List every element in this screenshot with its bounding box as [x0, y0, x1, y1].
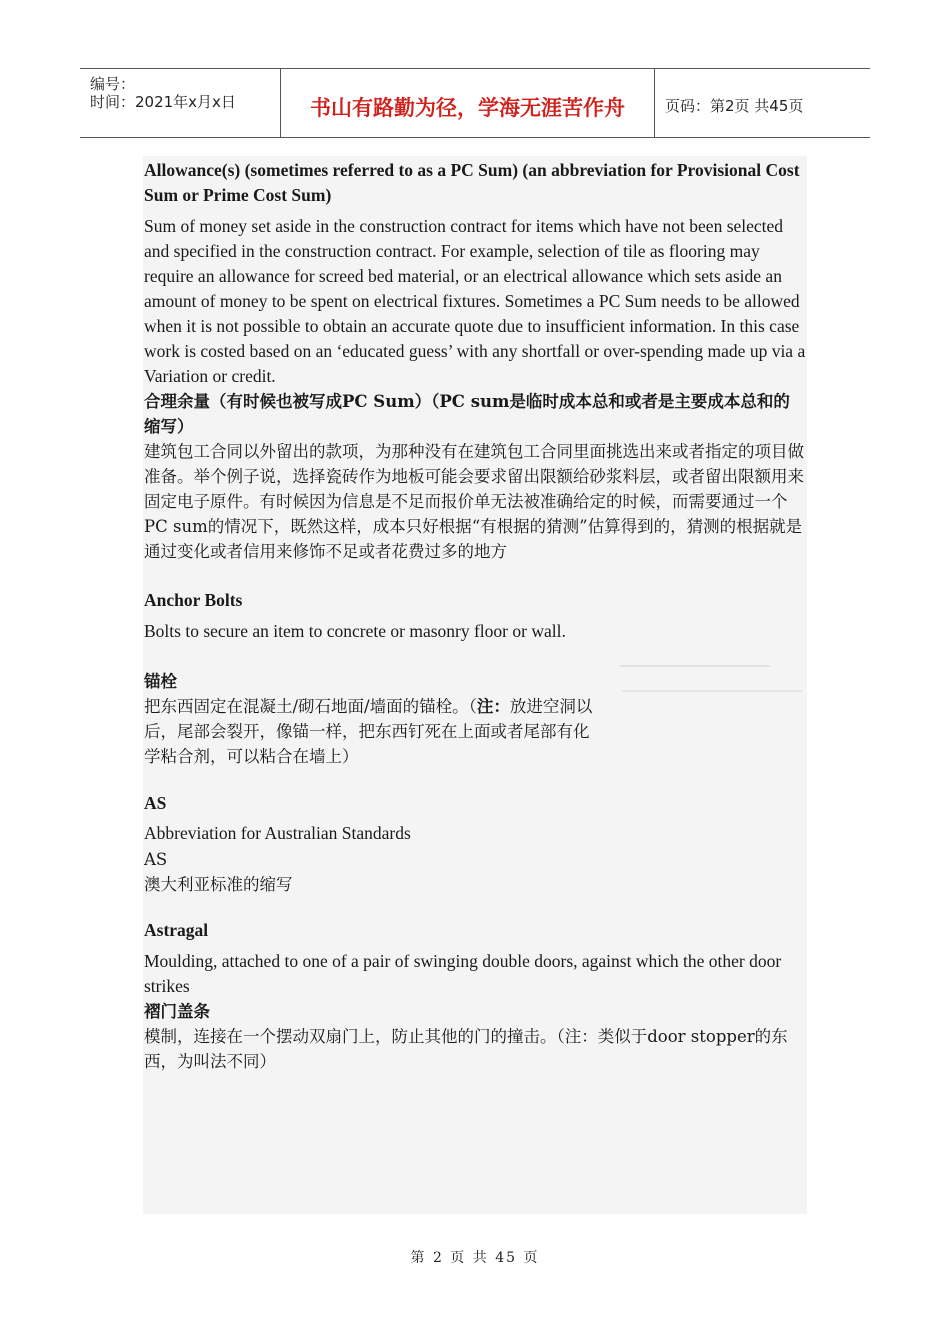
scan-artifact	[620, 665, 770, 667]
entry-body-zh-astragal: 模制，连接在一个摆动双扇门上，防止其他的门的撞击。（注：类似于door stopper的东西，为叫法不同）	[144, 1027, 788, 1071]
date-line: 时间：2021年x月x日	[90, 93, 236, 111]
body-text: 放进空洞以后，尾部会裂开，像锚一样，把东西钉死在上面或者尾部有化学粘合剂，可以粘合在墙上）	[144, 697, 593, 766]
entry-title-zh-anchor-bolts: 锚栓	[144, 672, 177, 691]
header-motto-cell	[281, 69, 655, 137]
entry-body-zh-as: 澳大利亚标准的缩写	[144, 875, 293, 894]
serial-label: 编号：	[90, 75, 136, 93]
header-page-cell	[655, 69, 870, 137]
header-page-info: 页码：第2页 共45页	[665, 97, 804, 115]
entry-title-en-anchor-bolts: Anchor Bolts	[144, 590, 243, 610]
page-header	[80, 68, 870, 138]
entry-title-zh-as: AS	[144, 850, 168, 869]
entry-body-en-allowance: Sum of money set aside in the construction contract for items which have not been selected and specified in the construction contract. For example, selection of tile as flooring may require an allowance for screed bed material, or an electrical allowance which sets aside an amount of money to be spent on electrical fixtures. Sometimes a PC Sum needs to be allowed when it is not possible to obtain an accurate quote due to insufficient information. In this case work is costed based on an ‘educated guess’ with any shortfall or over-spending made up via a Variation or credit.	[144, 216, 806, 386]
header-meta-cell	[80, 69, 281, 137]
entry-title-en-as: AS	[144, 793, 167, 813]
entry-body-en-astragal: Moulding, attached to one of a pair of swinging double doors, against which the other door strikes	[144, 951, 782, 996]
page-footer: 第 2 页 共 45 页	[410, 1250, 540, 1266]
entry-body-zh-allowance: 建筑包工合同以外留出的款项，为那种没有在建筑包工合同里面挑选出来或者指定的项目做准备。举个例子说，选择瓷砖作为地板可能会要求留出限额给砂浆料层，或者留出限额用来固定电子原件。有时候因为信息是不足而报价单无法被准确给定的时候，而需要通过一个PC sum的情况下，既然这样，成本只好根据“有根据的猜测”估算得到的，猜测的根据就是通过变化或者信用来修饰不足或者花费过多的地方	[144, 442, 804, 561]
note-label: 注：	[476, 697, 510, 716]
entry-title-en-allowance: Allowance(s) (sometimes referred to as a PC Sum) (an abbreviation for Provisional Cost Sum or Prime Cost Sum)	[144, 160, 800, 205]
entry-title-en-astragal: Astragal	[144, 920, 209, 940]
body-text: 把东西固定在混凝土/砌石地面/墙面的锚栓。（	[144, 697, 477, 716]
entry-body-zh-anchor-bolts	[144, 694, 594, 769]
entry-body-en-as: Abbreviation for Australian Standards	[144, 823, 411, 843]
entry-title-zh-astragal: 褶门盖条	[144, 1002, 210, 1021]
header-motto: 书山有路勤为径，学海无涯苦作舟	[310, 96, 625, 120]
entry-title-zh-allowance: 合理余量（有时候也被写成PC Sum）（PC sum是临时成本总和或者是主要成本总和的缩写）	[144, 392, 790, 436]
entry-body-en-anchor-bolts: Bolts to secure an item to concrete or masonry floor or wall.	[144, 621, 566, 641]
